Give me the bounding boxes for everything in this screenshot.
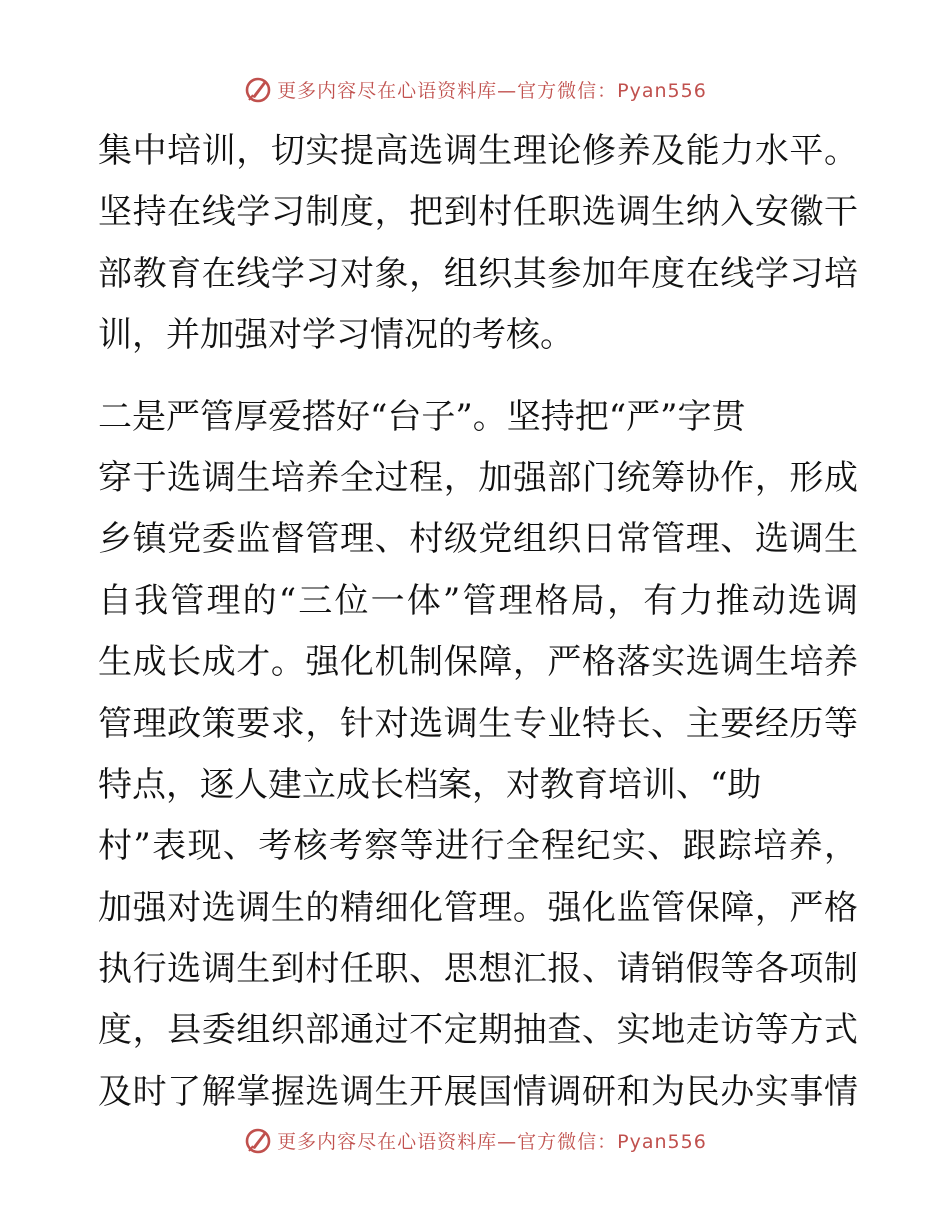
footer-site-text: 更多内容尽在心语资料库 (277, 1130, 498, 1153)
quill-seal-icon (243, 74, 273, 104)
text-line: 自我管理的“三位一体”管理格局，有力推动选调 (98, 580, 858, 621)
header-separator: — (497, 79, 518, 102)
paragraph-2 (98, 387, 858, 1124)
text-line: 生成长成才。强化机制保障，严格落实选调生培养 (98, 642, 858, 683)
text-line: 集中培训，切实提高选调生理论修养及能力水平。 (98, 131, 858, 171)
text-line: 坚持在线学习制度，把到村任职选调生纳入安徽干 (98, 192, 858, 233)
text-line: 特点，逐人建立成长档案，对教育培训、“助 (98, 764, 762, 805)
text-line: 部教育在线学习对象，组织其参加年度在线学习培 (98, 253, 858, 294)
text-line: 乡镇党委监督管理、村级党组织日常管理、选调生 (98, 519, 858, 560)
header-banner (0, 72, 950, 106)
header-wechat-text: 官方微信：Pyan556 (517, 79, 707, 102)
text-line: 执行选调生到村任职、思想汇报、请销假等各项制 (98, 949, 858, 990)
header-site-text: 更多内容尽在心语资料库 (277, 79, 498, 102)
text-line: 度，县委组织部通过不定期抽查、实地走访等方式 (98, 1010, 858, 1051)
text-line: 管理政策要求，针对选调生专业特长、主要经历等 (98, 703, 858, 744)
body-text (98, 121, 858, 1123)
text-line: 加强对选调生的精细化管理。强化监管保障，严格 (98, 887, 858, 928)
text-line: 训，并加强对学习情况的考核。 (98, 315, 574, 356)
quill-seal-icon (243, 1125, 273, 1155)
text-line: 穿于选调生培养全过程，加强部门统筹协作，形成 (98, 457, 858, 498)
text-line: 村”表现、考核考察等进行全程纪实、跟踪培养， (98, 826, 858, 867)
paragraph-1 (98, 121, 858, 367)
footer-separator: — (497, 1130, 518, 1153)
text-line: 二是严管厚爱搭好“台子”。坚持把“严”字贯 (98, 396, 746, 437)
footer-wechat-text: 官方微信：Pyan556 (517, 1130, 707, 1153)
footer-banner (0, 1123, 950, 1157)
paragraph-spacer (98, 367, 858, 387)
text-line: 及时了解掌握选调生开展国情调研和为民办实事情 (98, 1071, 858, 1112)
